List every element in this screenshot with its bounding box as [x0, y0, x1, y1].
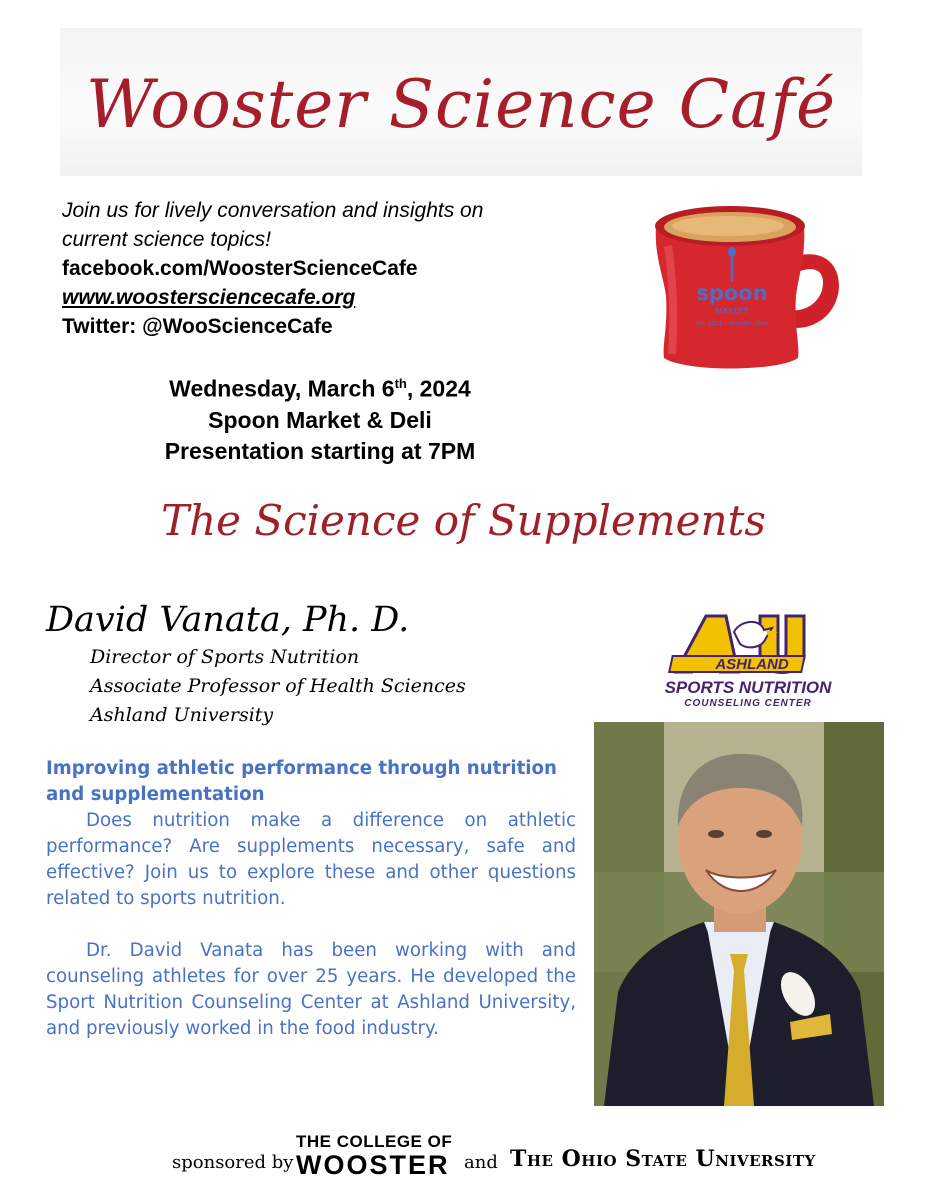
intro-line-1: Join us for lively conversation and insights on: [62, 199, 484, 222]
speaker-role-2: Associate Professor of Health Sciences: [90, 675, 466, 697]
header-banner: [60, 28, 862, 176]
college-of-wooster-logo-line-1: THE COLLEGE OF: [296, 1132, 453, 1151]
website-link[interactable]: www.woostersciencecafe.org: [62, 286, 356, 309]
coffee-mug-image: [628, 186, 852, 376]
speaker-role-1: Director of Sports Nutrition: [90, 646, 360, 668]
speaker-role-3: Ashland University: [90, 704, 274, 726]
event-time: Presentation starting at 7PM: [164, 437, 476, 464]
description-paragraph-2: Dr. David Vanata has been working with and counseling athletes for over 25 years. He developed the Sport Nutrition Counseling Center at Ashland University, and previously worked in the food industry.: [46, 940, 576, 1039]
description-heading: Improving athletic performance through nutrition and supplementation: [46, 758, 557, 805]
event-venue: Spoon Market & Deli: [208, 406, 432, 433]
description-paragraph-1: Does nutrition make a difference on athletic performance? Are supplements necessary, safe and effective? Join us to explore these and other questions related to sports nutrition.: [46, 810, 576, 909]
ashland-logo: [628, 612, 868, 716]
talk-title: The Science of Supplements: [161, 496, 766, 545]
speaker-name: David Vanata, Ph. D.: [46, 600, 410, 640]
and-label: and: [464, 1152, 498, 1173]
logo-line-2: COUNSELING CENTER: [684, 698, 812, 709]
page-title: Wooster Science Café: [86, 66, 836, 143]
event-details: [100, 368, 540, 467]
event-date-prefix: Wednesday, March 6: [169, 375, 395, 402]
event-date: [100, 368, 540, 405]
event-date-sup: th: [394, 376, 407, 391]
speaker-photo: [594, 722, 884, 1106]
facebook-link[interactable]: facebook.com/WoosterScienceCafe: [62, 257, 418, 280]
ashland-mark-text: ASHLAND: [715, 656, 789, 673]
sponsored-by-label: sponsored by: [172, 1152, 294, 1173]
logo-line-1: SPORTS NUTRITION: [664, 678, 832, 697]
description-section: [46, 756, 576, 1042]
intro-line-2: current science topics!: [62, 228, 271, 251]
ashland-au-mark-icon: [668, 612, 828, 676]
college-of-wooster-logo-line-2: WOOSTER: [296, 1150, 450, 1180]
paragraph-spacer: [46, 912, 576, 938]
mug-sub-text: MARKET: [715, 307, 749, 316]
mug-tagline-text: est. 2011 • Wooster, Ohio: [696, 321, 768, 327]
twitter-handle[interactable]: Twitter: @WooScienceCafe: [62, 315, 333, 338]
ohio-state-logo-text: The Ohio State University: [510, 1146, 816, 1172]
event-date-suffix: , 2024: [406, 375, 471, 402]
mug-brand-text: spoon: [696, 281, 768, 305]
